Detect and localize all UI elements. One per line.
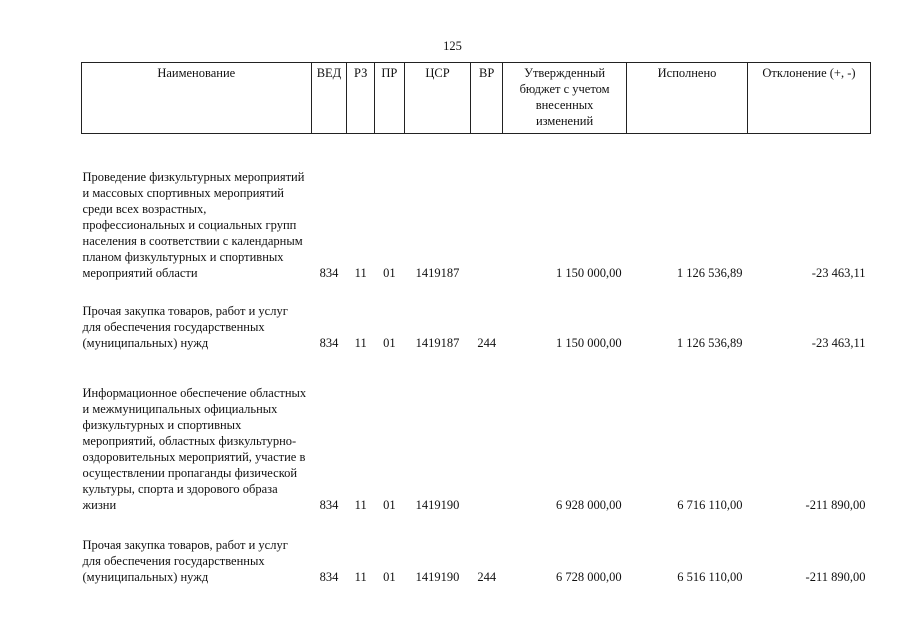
row-approved: 6 928 000,00 (555, 498, 622, 512)
row-csr: 1419190 (415, 570, 460, 584)
header-vr: ВР (471, 63, 503, 134)
row-rz: 11 (354, 570, 367, 584)
page-number: 125 (443, 39, 462, 53)
row-name: Проведение физкультурных мероприятий и массовых спортивных мероприятий среди всех возрастных, профессиональных и социальных групп населения в соответствии с календарным планом физкультурных и спортивных мероприятий области (82, 170, 305, 280)
row-executed: 1 126 536,89 (676, 266, 743, 280)
row-ved: 834 (319, 336, 339, 350)
row-ved: 834 (319, 266, 339, 280)
row-pr: 01 (383, 266, 396, 280)
row-pr: 01 (383, 570, 396, 584)
row-vr: 244 (477, 570, 497, 584)
table-header (82, 63, 871, 134)
header-approved-budget: Утвержденный бюджет с учетом внесенных изменений (503, 63, 627, 134)
row-vr (471, 351, 503, 513)
row-ved: 834 (319, 570, 339, 584)
header-csr: ЦСР (404, 63, 471, 134)
table-row (82, 281, 871, 351)
row-deviation: -211 890,00 (805, 498, 866, 512)
row-name: Прочая закупка товаров, работ и услуг для обеспечения государственных (муниципальных) нужд (82, 304, 288, 350)
row-deviation: -23 463,11 (811, 336, 866, 350)
budget-table (81, 62, 871, 585)
row-name: Информационное обеспечение областных и межмуниципальных официальных физкультурных и спортивных мероприятий, областных физкультурно-оздоровительных мероприятий, участие в осуществлении пропаганды физической культуры, спорта и здорового образа жизни (82, 386, 307, 512)
row-vr (471, 134, 503, 282)
row-executed: 6 716 110,00 (677, 498, 743, 512)
table-row (82, 134, 871, 282)
row-approved: 1 150 000,00 (555, 336, 622, 350)
row-rz: 11 (354, 336, 367, 350)
row-approved: 1 150 000,00 (555, 266, 622, 280)
row-executed: 6 516 110,00 (677, 570, 743, 584)
row-csr: 1419187 (415, 336, 460, 350)
table-row (82, 513, 871, 585)
row-rz: 11 (354, 266, 367, 280)
row-csr: 1419190 (415, 498, 460, 512)
row-pr: 01 (383, 498, 396, 512)
row-deviation: -211 890,00 (805, 570, 866, 584)
row-vr: 244 (477, 336, 497, 350)
table-row (82, 351, 871, 513)
header-ved: ВЕД (311, 63, 347, 134)
row-ved: 834 (319, 498, 339, 512)
row-approved: 6 728 000,00 (555, 570, 622, 584)
header-pr: ПР (375, 63, 405, 134)
header-executed: Исполнено (627, 63, 748, 134)
row-name: Прочая закупка товаров, работ и услуг для обеспечения государственных (муниципальных) нужд (82, 538, 288, 584)
row-deviation: -23 463,11 (811, 266, 866, 280)
header-deviation: Отклонение (+, -) (747, 63, 870, 134)
row-rz: 11 (354, 498, 367, 512)
header-name: Наименование (82, 63, 312, 134)
row-pr: 01 (383, 336, 396, 350)
row-executed: 1 126 536,89 (676, 336, 743, 350)
row-csr: 1419187 (415, 266, 460, 280)
header-rz: РЗ (347, 63, 375, 134)
